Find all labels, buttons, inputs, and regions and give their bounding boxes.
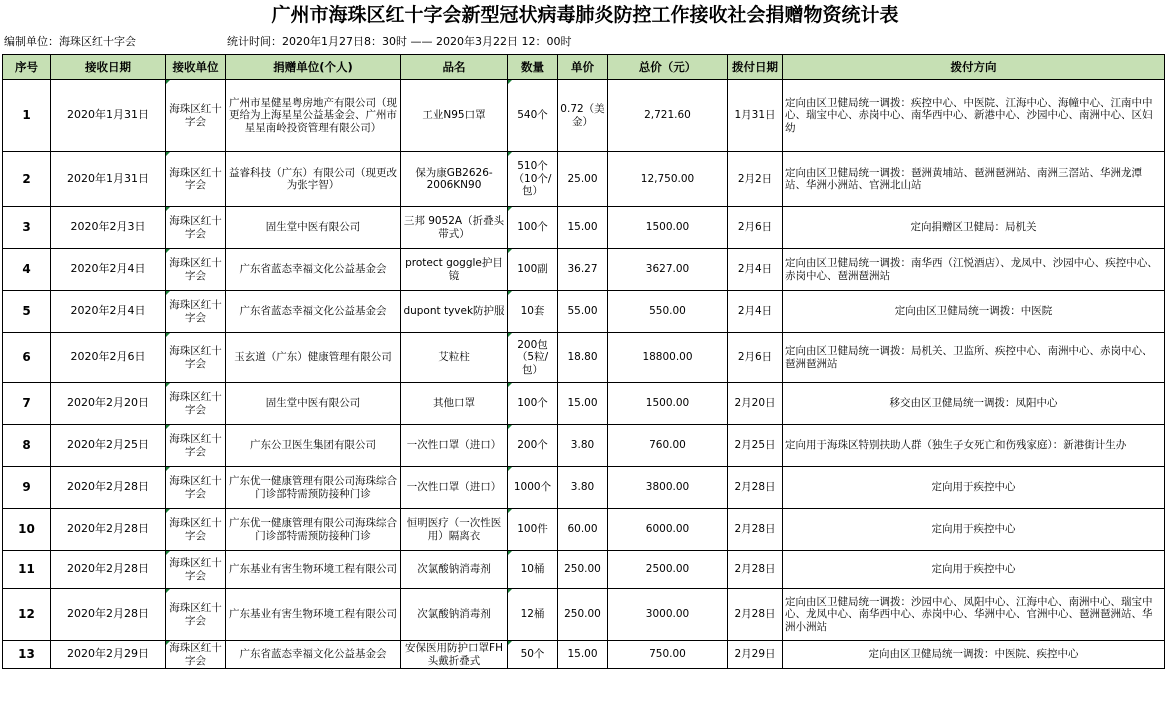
cell-quantity: 12桶 [508, 589, 558, 641]
cell-item: 一次性口罩（进口） [401, 467, 508, 509]
compiling-unit: 编制单位：海珠区红十字会 [4, 35, 136, 48]
cell-total: 2,721.60 [608, 80, 728, 152]
col-header-quantity: 数量 [508, 55, 558, 80]
cell-date: 2020年2月4日 [51, 291, 166, 333]
cell-direction: 定向用于海珠区特别扶助人群（独生子女死亡和伤残家庭）：新港街计生办 [783, 425, 1165, 467]
cell-no: 1 [3, 80, 51, 152]
cell-unit-price: 3.80 [558, 467, 608, 509]
cell-item: dupont tyvek防护服 [401, 291, 508, 333]
cell-donor: 益睿科技（广东）有限公司（现更改为张宇智） [226, 152, 401, 207]
cell-receiver: 海珠区红十字会 [166, 641, 226, 669]
table-row [3, 509, 1165, 551]
cell-date: 2020年2月28日 [51, 589, 166, 641]
cell-date: 2020年1月31日 [51, 80, 166, 152]
col-header-item: 品名 [401, 55, 508, 80]
cell-no: 7 [3, 383, 51, 425]
cell-receiver: 海珠区红十字会 [166, 551, 226, 589]
cell-direction: 定向由区卫健局统一调拨：中医院、疾控中心 [783, 641, 1165, 669]
cell-date: 2020年2月6日 [51, 333, 166, 383]
table-row [3, 383, 1165, 425]
cell-donor: 广东优一健康管理有限公司海珠综合门诊部特需预防接种门诊 [226, 467, 401, 509]
col-header-donor: 捐赠单位(个人) [226, 55, 401, 80]
col-header-pay-date: 拨付日期 [728, 55, 783, 80]
cell-total: 3000.00 [608, 589, 728, 641]
cell-total: 550.00 [608, 291, 728, 333]
cell-pay-date: 2月6日 [728, 207, 783, 249]
cell-quantity: 1000个 [508, 467, 558, 509]
cell-unit-price: 15.00 [558, 641, 608, 669]
cell-receiver: 海珠区红十字会 [166, 467, 226, 509]
cell-quantity: 10桶 [508, 551, 558, 589]
cell-pay-date: 2月25日 [728, 425, 783, 467]
table-row [3, 551, 1165, 589]
cell-receiver: 海珠区红十字会 [166, 249, 226, 291]
col-header-receiver: 接收单位 [166, 55, 226, 80]
cell-pay-date: 2月2日 [728, 152, 783, 207]
cell-direction: 定向由区卫健局统一调拨：中医院 [783, 291, 1165, 333]
table-row [3, 641, 1165, 669]
cell-no: 11 [3, 551, 51, 589]
cell-direction: 定向由区卫健局统一调拨：南华西（江悦酒店）、龙凤中、沙园中心、疾控中心、赤岗中心、琶洲琶洲站 [783, 249, 1165, 291]
cell-total: 1500.00 [608, 383, 728, 425]
page-title: 广州市海珠区红十字会新型冠状病毒肺炎防控工作接收社会捐赠物资统计表 [271, 4, 899, 26]
cell-pay-date: 2月28日 [728, 589, 783, 641]
cell-date: 2020年2月25日 [51, 425, 166, 467]
cell-direction: 定向由区卫健局统一调拨：局机关、卫监所、疾控中心、南洲中心、赤岗中心、琶洲琶洲站 [783, 333, 1165, 383]
cell-pay-date: 2月4日 [728, 291, 783, 333]
table-row [3, 152, 1165, 207]
col-header-direction: 拨付方向 [783, 55, 1165, 80]
cell-receiver: 海珠区红十字会 [166, 333, 226, 383]
statistics-period: 统计时间：2020年1月27日8：30时 —— 2020年3月22日 12：00时 [227, 35, 572, 48]
cell-no: 9 [3, 467, 51, 509]
cell-no: 10 [3, 509, 51, 551]
cell-date: 2020年2月28日 [51, 467, 166, 509]
donation-table [2, 54, 1165, 669]
cell-quantity: 10套 [508, 291, 558, 333]
cell-pay-date: 2月6日 [728, 333, 783, 383]
cell-date: 2020年1月31日 [51, 152, 166, 207]
cell-unit-price: 250.00 [558, 551, 608, 589]
cell-unit-price: 15.00 [558, 207, 608, 249]
cell-item: 工业N95口罩 [401, 80, 508, 152]
cell-no: 13 [3, 641, 51, 669]
cell-date: 2020年2月28日 [51, 509, 166, 551]
cell-pay-date: 2月28日 [728, 467, 783, 509]
cell-unit-price: 36.27 [558, 249, 608, 291]
cell-no: 6 [3, 333, 51, 383]
cell-donor: 广东省蓝态幸福文化公益基金会 [226, 641, 401, 669]
cell-date: 2020年2月3日 [51, 207, 166, 249]
cell-direction: 定向由区卫健局统一调拨：沙园中心、凤阳中心、江海中心、南洲中心、瑞宝中心、龙凤中心、南华西中心、赤岗中心、华洲中心、官洲中心、琶洲琶洲站、华洲小洲站 [783, 589, 1165, 641]
table-row [3, 207, 1165, 249]
cell-donor: 广东省蓝态幸福文化公益基金会 [226, 249, 401, 291]
cell-total: 1500.00 [608, 207, 728, 249]
cell-no: 12 [3, 589, 51, 641]
cell-direction: 定向用于疾控中心 [783, 551, 1165, 589]
cell-quantity: 50个 [508, 641, 558, 669]
cell-total: 3627.00 [608, 249, 728, 291]
cell-receiver: 海珠区红十字会 [166, 80, 226, 152]
cell-pay-date: 2月28日 [728, 509, 783, 551]
cell-item: 三邦 9052A（折叠头带式） [401, 207, 508, 249]
cell-quantity: 510个（10个/包） [508, 152, 558, 207]
cell-quantity: 100件 [508, 509, 558, 551]
cell-unit-price: 25.00 [558, 152, 608, 207]
cell-unit-price: 3.80 [558, 425, 608, 467]
cell-item: 恒明医疗（一次性医用）隔离衣 [401, 509, 508, 551]
table-row [3, 333, 1165, 383]
table-row [3, 291, 1165, 333]
cell-pay-date: 2月29日 [728, 641, 783, 669]
cell-receiver: 海珠区红十字会 [166, 589, 226, 641]
cell-item: 次氯酸钠消毒剂 [401, 589, 508, 641]
cell-direction: 移交由区卫健局统一调拨：凤阳中心 [783, 383, 1165, 425]
col-header-unit-price: 单价 [558, 55, 608, 80]
cell-donor: 固生堂中医有限公司 [226, 383, 401, 425]
cell-total: 3800.00 [608, 467, 728, 509]
cell-quantity: 100副 [508, 249, 558, 291]
cell-no: 3 [3, 207, 51, 249]
cell-quantity: 100个 [508, 383, 558, 425]
cell-item: 保为康GB2626-2006KN90 [401, 152, 508, 207]
cell-receiver: 海珠区红十字会 [166, 509, 226, 551]
cell-unit-price: 0.72（美金） [558, 80, 608, 152]
cell-no: 8 [3, 425, 51, 467]
cell-receiver: 海珠区红十字会 [166, 291, 226, 333]
cell-unit-price: 15.00 [558, 383, 608, 425]
cell-quantity: 540个 [508, 80, 558, 152]
cell-quantity: 200个 [508, 425, 558, 467]
cell-item: protect goggle护目镜 [401, 249, 508, 291]
cell-item: 次氯酸钠消毒剂 [401, 551, 508, 589]
col-header-no: 序号 [3, 55, 51, 80]
cell-donor: 玉玄道（广东）健康管理有限公司 [226, 333, 401, 383]
cell-direction: 定向由区卫健局统一调拨：疾控中心、中医院、江海中心、海幢中心、江南中中心、瑞宝中心、赤岗中心、南华西中心、新港中心、沙园中心、南洲中心、区妇幼 [783, 80, 1165, 152]
cell-direction: 定向用于疾控中心 [783, 467, 1165, 509]
cell-receiver: 海珠区红十字会 [166, 383, 226, 425]
cell-date: 2020年2月28日 [51, 551, 166, 589]
cell-unit-price: 55.00 [558, 291, 608, 333]
cell-donor: 广东基业有害生物环境工程有限公司 [226, 589, 401, 641]
cell-quantity: 100个 [508, 207, 558, 249]
cell-direction: 定向捐赠区卫健局：局机关 [783, 207, 1165, 249]
table-row [3, 467, 1165, 509]
cell-receiver: 海珠区红十字会 [166, 152, 226, 207]
cell-pay-date: 2月20日 [728, 383, 783, 425]
cell-donor: 广东公卫医生集团有限公司 [226, 425, 401, 467]
table-row [3, 249, 1165, 291]
cell-direction: 定向由区卫健局统一调拨：琶洲黄埔站、琶洲琶洲站、南洲三滘站、华洲龙潭站、华洲小洲站、官洲北山站 [783, 152, 1165, 207]
cell-donor: 广东优一健康管理有限公司海珠综合门诊部特需预防接种门诊 [226, 509, 401, 551]
table-row [3, 425, 1165, 467]
table-header-row [3, 55, 1165, 80]
table-row [3, 80, 1165, 152]
cell-unit-price: 60.00 [558, 509, 608, 551]
cell-no: 2 [3, 152, 51, 207]
cell-pay-date: 2月4日 [728, 249, 783, 291]
cell-date: 2020年2月29日 [51, 641, 166, 669]
col-header-date: 接收日期 [51, 55, 166, 80]
cell-total: 2500.00 [608, 551, 728, 589]
cell-pay-date: 1月31日 [728, 80, 783, 152]
cell-unit-price: 250.00 [558, 589, 608, 641]
cell-receiver: 海珠区红十字会 [166, 425, 226, 467]
cell-donor: 广东省蓝态幸福文化公益基金会 [226, 291, 401, 333]
cell-item: 艾粒柱 [401, 333, 508, 383]
cell-no: 4 [3, 249, 51, 291]
cell-receiver: 海珠区红十字会 [166, 207, 226, 249]
cell-quantity: 200包（5粒/包） [508, 333, 558, 383]
cell-total: 760.00 [608, 425, 728, 467]
cell-donor: 广州市星健星粤房地产有限公司（现更给为上海星星公益基金会、广州市星星南岭投资管理有限公司） [226, 80, 401, 152]
cell-total: 6000.00 [608, 509, 728, 551]
cell-donor: 广东基业有害生物环境工程有限公司 [226, 551, 401, 589]
cell-item: 其他口罩 [401, 383, 508, 425]
cell-unit-price: 18.80 [558, 333, 608, 383]
table-row [3, 589, 1165, 641]
cell-no: 5 [3, 291, 51, 333]
cell-total: 750.00 [608, 641, 728, 669]
col-header-total: 总价（元） [608, 55, 728, 80]
cell-total: 12,750.00 [608, 152, 728, 207]
cell-item: 一次性口罩（进口） [401, 425, 508, 467]
cell-direction: 定向用于疾控中心 [783, 509, 1165, 551]
cell-total: 18800.00 [608, 333, 728, 383]
cell-donor: 固生堂中医有限公司 [226, 207, 401, 249]
cell-date: 2020年2月4日 [51, 249, 166, 291]
cell-pay-date: 2月28日 [728, 551, 783, 589]
cell-date: 2020年2月20日 [51, 383, 166, 425]
cell-item: 安保医用防护口罩FH头戴折叠式 [401, 641, 508, 669]
